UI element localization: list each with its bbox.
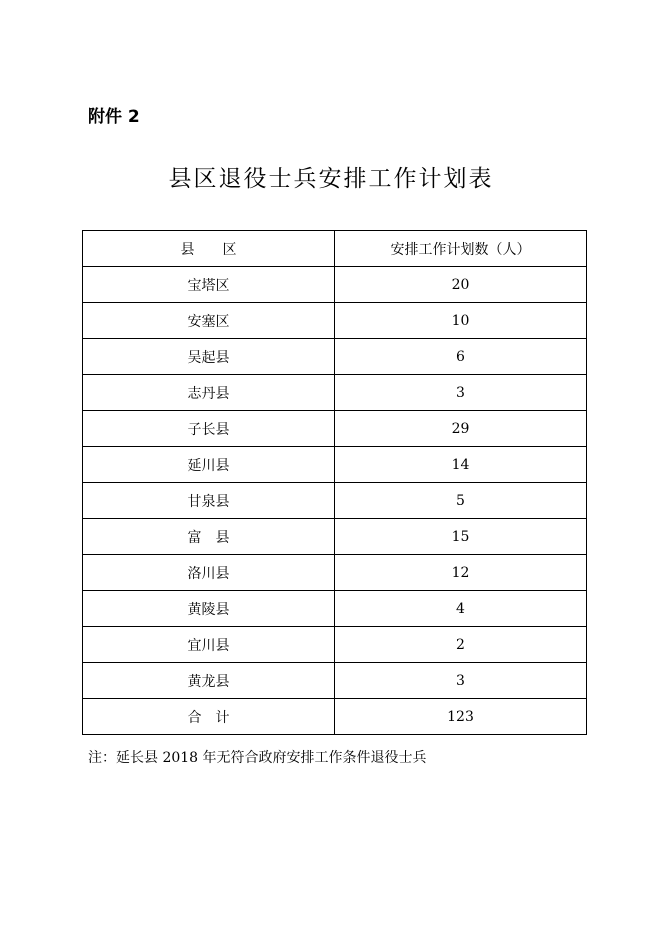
county-cell: 黄陵县 (83, 591, 335, 627)
county-cell: 富 县 (83, 519, 335, 555)
count-cell: 3 (335, 375, 587, 411)
count-cell: 6 (335, 339, 587, 375)
county-cell: 子长县 (83, 411, 335, 447)
table-row (83, 591, 587, 627)
county-cell: 宜川县 (83, 627, 335, 663)
column-header-county: 县 区 (83, 231, 335, 267)
count-cell: 14 (335, 447, 587, 483)
footnote: 注：延长县 2018 年无符合政府安排工作条件退役士兵 (88, 750, 427, 766)
table-row (83, 483, 587, 519)
county-cell: 甘泉县 (83, 483, 335, 519)
table-row (83, 303, 587, 339)
count-cell: 2 (335, 627, 587, 663)
count-cell: 5 (335, 483, 587, 519)
count-cell: 10 (335, 303, 587, 339)
table-row (83, 663, 587, 699)
table-row (83, 555, 587, 591)
county-cell: 宝塔区 (83, 267, 335, 303)
county-cell: 安塞区 (83, 303, 335, 339)
county-cell: 洛川县 (83, 555, 335, 591)
count-cell: 20 (335, 267, 587, 303)
total-count: 123 (335, 699, 587, 735)
table-row (83, 411, 587, 447)
county-cell: 吴起县 (83, 339, 335, 375)
table-row (83, 447, 587, 483)
county-cell: 延川县 (83, 447, 335, 483)
attachment-label: 附件 2 (88, 107, 140, 127)
count-cell: 15 (335, 519, 587, 555)
table-row (83, 627, 587, 663)
count-cell: 12 (335, 555, 587, 591)
page-title: 县区退役士兵安排工作计划表 (168, 166, 494, 192)
table-row (83, 375, 587, 411)
table-header-row (83, 231, 587, 267)
count-cell: 4 (335, 591, 587, 627)
total-row (83, 699, 587, 735)
table-row (83, 519, 587, 555)
count-cell: 3 (335, 663, 587, 699)
table-row (83, 267, 587, 303)
county-cell: 黄龙县 (83, 663, 335, 699)
column-header-count: 安排工作计划数（人） (335, 231, 587, 267)
table-row (83, 339, 587, 375)
total-label: 合 计 (83, 699, 335, 735)
county-cell: 志丹县 (83, 375, 335, 411)
plan-table (82, 230, 587, 735)
count-cell: 29 (335, 411, 587, 447)
